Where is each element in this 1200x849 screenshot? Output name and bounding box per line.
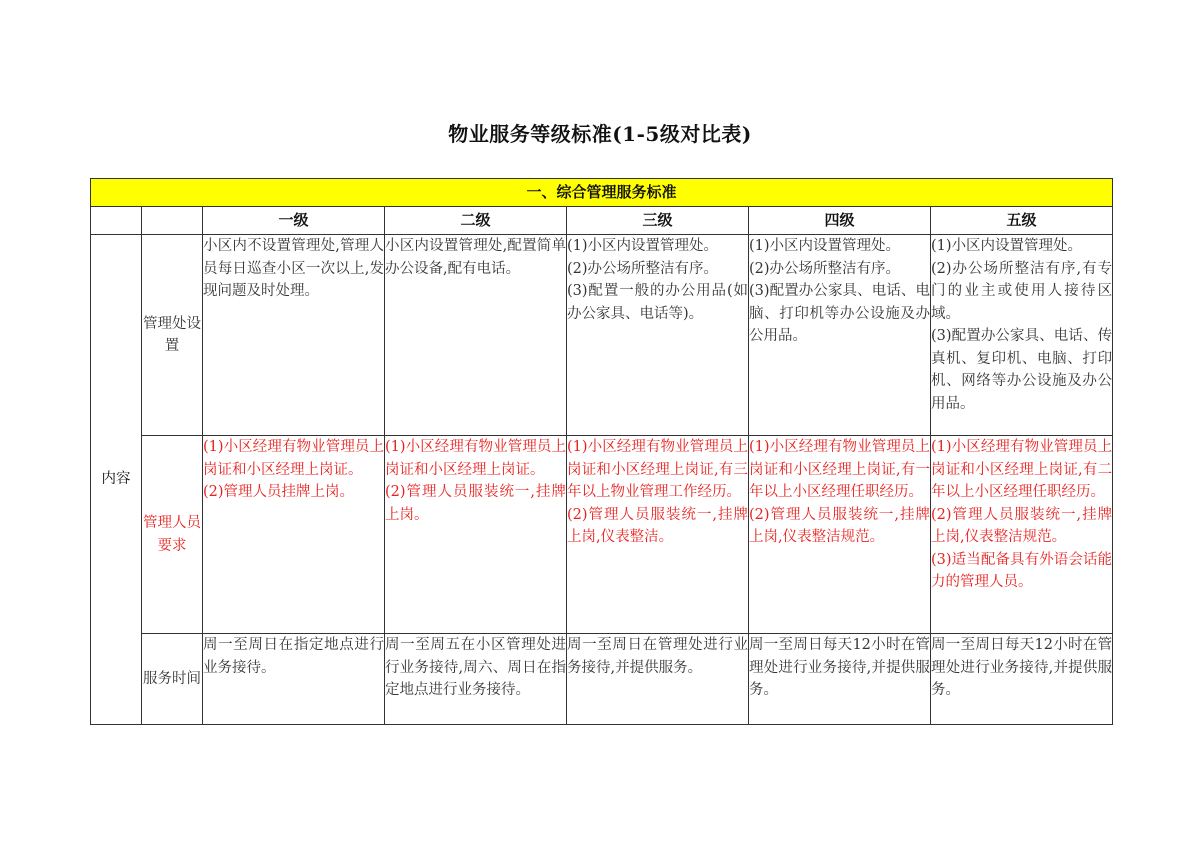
row-label-staff-requirements: 管理人员要求 xyxy=(142,436,203,634)
cell-text: (2)管理人员服装统一,挂牌上岗,仪表整洁规范。 xyxy=(931,506,1113,545)
cell-text: (1)小区内设置管理处。 xyxy=(567,238,719,254)
service-hours-level-5 xyxy=(931,634,1113,725)
cell-text: (1)小区经理有物业管理员上岗证和小区经理上岗证。 xyxy=(203,439,384,478)
level-header-3: 三级 xyxy=(567,207,749,235)
level-header-1: 一级 xyxy=(203,207,385,235)
cell-text: (1)小区经理有物业管理员上岗证和小区经理上岗证,有二年以上小区经理任职经历。 xyxy=(931,439,1113,500)
staff-req-level-2 xyxy=(385,436,567,634)
cell-text: 小区内设置管理处,配置简单办公设备,配有电话。 xyxy=(385,238,566,277)
cell-text: (2)管理人员服装统一,挂牌上岗,仪表整洁规范。 xyxy=(749,506,930,545)
office-setup-level-5 xyxy=(931,235,1113,436)
cell-text: (3)配置办公家具、电话、电脑、打印机等办公设施及办公用品。 xyxy=(749,283,930,344)
cell-text: (1)小区经理有物业管理员上岗证和小区经理上岗证。 xyxy=(385,439,566,478)
staff-req-level-3 xyxy=(567,436,749,634)
staff-req-level-4 xyxy=(749,436,931,634)
table-row-service-hours xyxy=(91,634,1113,725)
service-hours-level-3 xyxy=(567,634,749,725)
level-header-4: 四级 xyxy=(749,207,931,235)
cell-text: (2)办公场所整洁有序。 xyxy=(567,260,719,277)
blank-header-cell xyxy=(91,207,142,235)
office-setup-level-1 xyxy=(203,235,385,436)
cell-text: 小区内不设置管理处,管理人员每日巡查小区一次以上,发现问题及时处理。 xyxy=(203,238,384,299)
cell-text: (2)管理人员服装统一,挂牌上岗。 xyxy=(385,484,566,523)
content-group-label: 内容 xyxy=(91,235,142,725)
cell-text: 周一至周五在小区管理处进行业务接待,周六、周日在指定地点进行业务接待。 xyxy=(385,637,566,698)
office-setup-level-3 xyxy=(567,235,749,436)
cell-text: (2)管理人员服装统一,挂牌上岗,仪表整洁。 xyxy=(567,506,748,545)
staff-req-level-5 xyxy=(931,436,1113,634)
cell-text: (2)管理人员挂牌上岗。 xyxy=(203,484,355,500)
cell-text: (1)小区经理有物业管理员上岗证和小区经理上岗证,有三年以上物业管理工作经历。 xyxy=(567,439,748,500)
service-hours-level-2 xyxy=(385,634,567,725)
cell-text: 周一至周日在管理处进行业务接待,并提供服务。 xyxy=(567,637,748,676)
cell-text: 周一至周日每天12小时在管理处进行业务接待,并提供服务。 xyxy=(749,637,930,698)
row-label-office-setup: 管理处设置 xyxy=(142,235,203,436)
document-title: 物业服务等级标准(1-5级对比表) xyxy=(448,122,752,146)
cell-text: 周一至周日在指定地点进行业务接待。 xyxy=(203,637,384,676)
service-hours-level-1 xyxy=(203,634,385,725)
service-standard-table xyxy=(90,178,1113,725)
cell-text: (2)办公场所整洁有序。 xyxy=(749,260,901,277)
office-setup-level-2 xyxy=(385,235,567,436)
cell-text: (1)小区内设置管理处。 xyxy=(931,238,1083,254)
cell-text: (3)适当配备具有外语会话能力的管理人员。 xyxy=(931,551,1113,590)
level-header-row xyxy=(91,207,1113,235)
office-setup-level-4 xyxy=(749,235,931,436)
staff-req-level-1 xyxy=(203,436,385,634)
level-header-5: 五级 xyxy=(931,207,1113,235)
cell-text: (1)小区经理有物业管理员上岗证和小区经理上岗证,有一年以上小区经理任职经历。 xyxy=(749,439,930,500)
table-row-staff-requirements xyxy=(91,436,1113,634)
cell-text: (3)配置办公家具、电话、传真机、复印机、电脑、打印机、网络等办公设施及办公用品。 xyxy=(931,328,1113,412)
table-row-office-setup xyxy=(91,235,1113,436)
cell-text: (3)配置一般的办公用品(如办公家具、电话等)。 xyxy=(567,283,748,322)
cell-text: (2)办公场所整洁有序,有专门的业主或使用人接待区域。 xyxy=(931,260,1113,322)
cell-text: 周一至周日每天12小时在管理处进行业务接待,并提供服务。 xyxy=(931,637,1113,698)
row-label-service-hours: 服务时间 xyxy=(142,634,203,725)
service-hours-level-4 xyxy=(749,634,931,725)
cell-text: (1)小区内设置管理处。 xyxy=(749,238,901,254)
blank-header-cell xyxy=(142,207,203,235)
section-header-row xyxy=(91,179,1113,207)
level-header-2: 二级 xyxy=(385,207,567,235)
section-title: 一、综合管理服务标准 xyxy=(91,179,1113,207)
